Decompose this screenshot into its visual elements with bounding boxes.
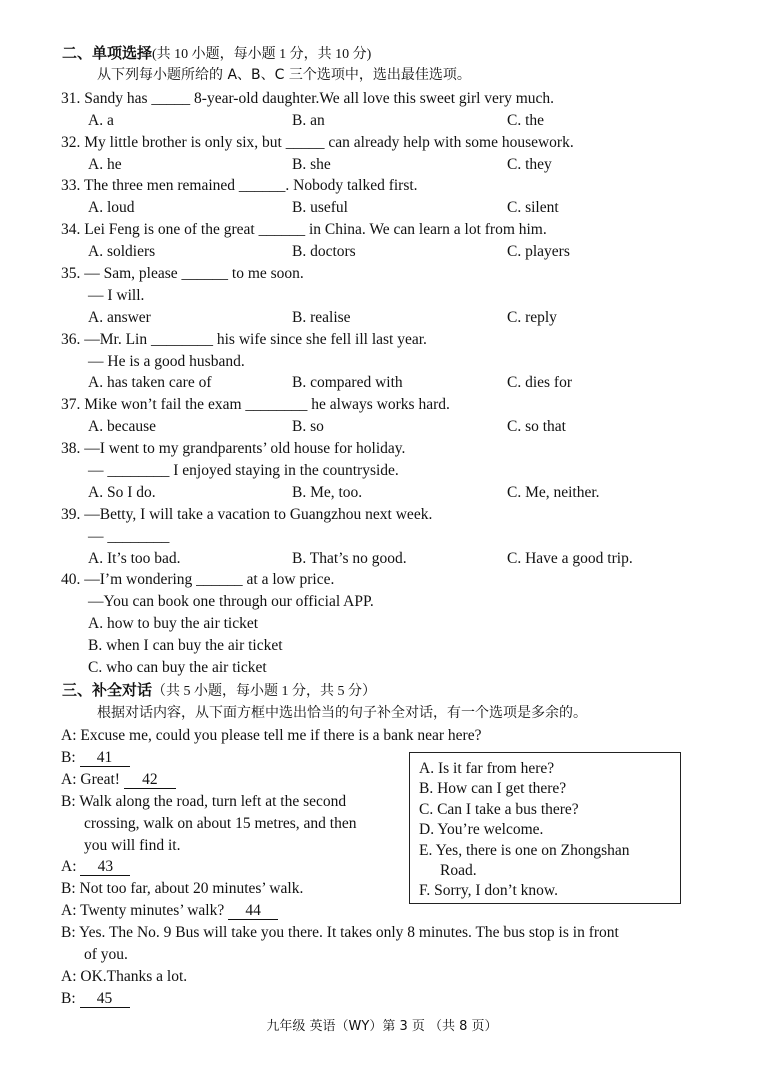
question-31-stem: 31. Sandy has _____ 8-year-old daughter.We all love this sweet girl very much. [61, 90, 555, 107]
page-footer: 九年级 英语（WY）第 3 页 （共 8 页） [266, 1019, 498, 1034]
section-2-title-rest: (共 10 小题，每小题 1 分，共 10 分) [152, 47, 372, 62]
dialogue-line-1: A: Excuse me, could you please tell me if there is a bank near here? [61, 727, 482, 744]
question-34-stem: 34. Lei Feng is one of the great ______ in China. We can learn a lot from him. [61, 221, 547, 238]
section-3-title-rest: （共 5 小题，每小题 1 分，共 5 分） [152, 684, 377, 699]
question-38-option-c: C. Me, neither. [507, 484, 600, 501]
question-34-option-b: B. doctors [292, 243, 356, 260]
dialogue-speaker-b-final: B: [61, 990, 76, 1007]
dialogue-line-11: of you. [84, 946, 128, 963]
section-2-title [62, 43, 371, 65]
question-34-option-c: C. players [507, 243, 570, 260]
question-37-option-a: A. because [88, 418, 156, 435]
question-40-option-c: C. who can buy the air ticket [88, 659, 267, 676]
question-39-option-b: B. That’s no good. [292, 550, 407, 567]
question-36-option-c: C. dies for [507, 374, 573, 391]
question-33-option-c: C. silent [507, 199, 559, 216]
question-31-option-a: A. a [88, 112, 114, 129]
box-option-c: C. Can I take a bus there? [419, 801, 579, 818]
blank-43: 43 [80, 859, 130, 876]
dialogue-line-3-text: A: Great! [61, 771, 120, 788]
dialogue-speaker-a: A: [61, 858, 77, 875]
question-39-option-c: C. Have a good trip. [507, 550, 633, 567]
dialogue-line-2 [61, 748, 130, 768]
dialogue-line-9-text: A: Twenty minutes’ walk? [61, 902, 225, 919]
dialogue-speaker-b: B: [61, 749, 76, 766]
question-31-option-b: B. an [292, 112, 325, 129]
question-39-line2: — ________ [88, 528, 170, 545]
box-option-e: E. Yes, there is one on Zhongshan [419, 842, 630, 859]
question-35-option-a: A. answer [88, 309, 151, 326]
question-33-stem: 33. The three men remained ______. Nobody talked first. [61, 177, 418, 194]
question-39-stem: 39. —Betty, I will take a vacation to Guangzhou next week. [61, 506, 433, 523]
question-38-option-a: A. So I do. [88, 484, 156, 501]
box-option-d: D. You’re welcome. [419, 821, 544, 838]
question-36-option-b: B. compared with [292, 374, 403, 391]
question-40-option-b: B. when I can buy the air ticket [88, 637, 283, 654]
question-36-line2: — He is a good husband. [88, 353, 245, 370]
question-37-option-b: B. so [292, 418, 324, 435]
question-35-option-c: C. reply [507, 309, 557, 326]
dialogue-line-4: B: Walk along the road, turn left at the second [61, 793, 347, 810]
question-35-option-b: B. realise [292, 309, 351, 326]
section-2-instruction: 从下列每小题所给的 A、B、C 三个选项中，选出最佳选项。 [97, 67, 471, 83]
question-38-line2: — ________ I enjoyed staying in the countryside. [88, 462, 399, 479]
question-32-option-a: A. he [88, 156, 122, 173]
blank-45: 45 [80, 991, 130, 1008]
question-37-option-c: C. so that [507, 418, 566, 435]
section-3-title [62, 680, 376, 702]
question-38-option-b: B. Me, too. [292, 484, 363, 501]
dialogue-line-10: B: Yes. The No. 9 Bus will take you there. It takes only 8 minutes. The bus stop is in front [61, 924, 619, 941]
section-3-title-bold: 三、补全对话 [62, 681, 153, 699]
dialogue-line-6: you will find it. [84, 837, 181, 854]
dialogue-line-13 [61, 989, 130, 1009]
question-40-line2: —You can book one through our official APP. [88, 593, 374, 610]
dialogue-line-3 [61, 770, 176, 790]
question-32-option-b: B. she [292, 156, 331, 173]
dialogue-line-12: A: OK.Thanks a lot. [61, 968, 188, 985]
question-33-option-a: A. loud [88, 199, 135, 216]
blank-42: 42 [124, 772, 176, 789]
section-3-instruction: 根据对话内容，从下面方框中选出恰当的句子补全对话，有一个选项是多余的。 [97, 705, 587, 721]
box-option-a: A. Is it far from here? [419, 760, 555, 777]
question-39-option-a: A. It’s too bad. [88, 550, 181, 567]
dialogue-line-7 [61, 857, 130, 877]
question-35-line2: — I will. [88, 287, 145, 304]
section-2-title-bold: 二、单项选择 [62, 44, 153, 62]
question-32-stem: 32. My little brother is only six, but _____ can already help with some housework. [61, 134, 574, 151]
box-option-b: B. How can I get there? [419, 780, 567, 797]
question-32-option-c: C. they [507, 156, 552, 173]
question-36-stem: 36. —Mr. Lin ________ his wife since she fell ill last year. [61, 331, 427, 348]
question-37-stem: 37. Mike won’t fail the exam ________ he always works hard. [61, 396, 450, 413]
question-36-option-a: A. has taken care of [88, 374, 212, 391]
question-33-option-b: B. useful [292, 199, 348, 216]
blank-41: 41 [80, 750, 130, 767]
question-40-stem: 40. —I’m wondering ______ at a low price. [61, 571, 335, 588]
dialogue-line-8: B: Not too far, about 20 minutes’ walk. [61, 880, 304, 897]
question-35-stem: 35. — Sam, please ______ to me soon. [61, 265, 304, 282]
question-31-option-c: C. the [507, 112, 545, 129]
box-option-f: F. Sorry, I don’t know. [419, 882, 558, 899]
dialogue-line-9 [61, 901, 278, 921]
dialogue-line-5: crossing, walk on about 15 metres, and then [84, 815, 357, 832]
question-40-option-a: A. how to buy the air ticket [88, 615, 259, 632]
question-38-stem: 38. —I went to my grandparents’ old house for holiday. [61, 440, 406, 457]
blank-44: 44 [228, 903, 278, 920]
question-34-option-a: A. soldiers [88, 243, 156, 260]
box-option-e-cont: Road. [440, 862, 477, 879]
